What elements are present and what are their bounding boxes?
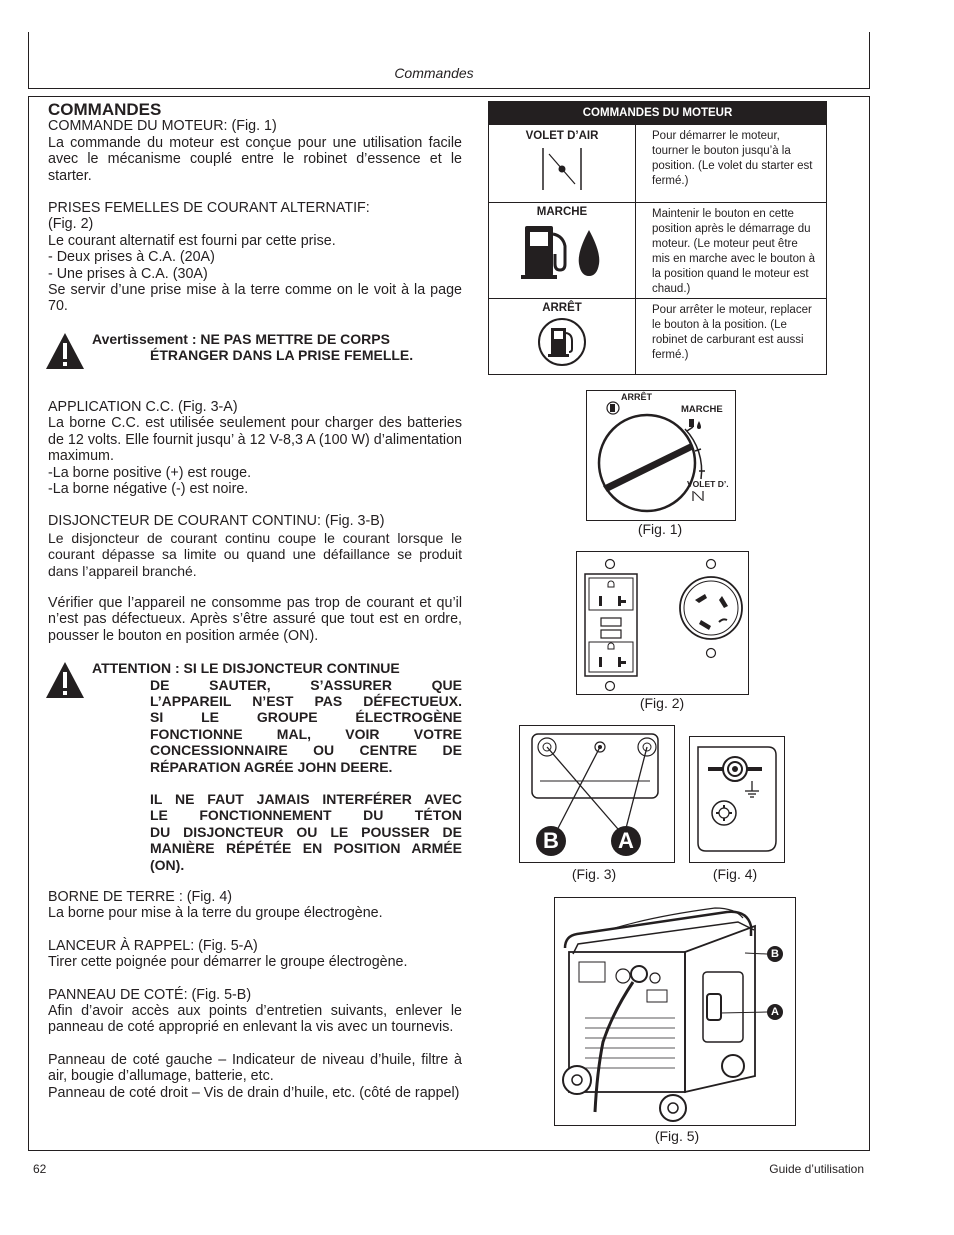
dc-application-title: APPLICATION C.C. (Fig. 3-A) — [48, 398, 238, 415]
fig1-dial-panel — [586, 390, 736, 521]
warn2-line: CONCESSIONNAIRE OU CENTRE DE — [150, 742, 462, 759]
ground-body: La borne pour mise à la terre du groupe électrogène. — [48, 905, 383, 922]
engine-control-body: La commande du moteur est conçue pour une utilisation facile avec le mécanisme couplé entre le robinet d’essence et le starter. — [48, 134, 462, 184]
ground-terminal-illustration — [690, 737, 784, 862]
row-desc-stop: Pour arrêter le moteur, replacer le bouton à la position. (Le robinet de carburant est aussi fermé.) — [636, 299, 827, 375]
page-heading: COMMANDES — [48, 100, 162, 119]
row-desc-run: Maintenir le bouton en cette position après le démarrage du moteur. (Le moteur peut être mis en marche avec le bouton à la position quand le moteur est chaud.) — [636, 203, 827, 299]
row-label-choke: VOLET D’AIR — [525, 130, 599, 142]
fig2-outlets-panel — [576, 551, 749, 695]
engine-controls-table — [488, 101, 827, 375]
warn2-line: SI LE GROUPE ÉLECTROGÈNE — [150, 709, 462, 726]
warning-breaker: ATTENTION : SI LE DISJONCTEUR CONTINUE DE SAUTER, S’ASSURER QUE L’APPAREIL N’EST PAS DÉFECTUEUX. SI LE GROUPE ÉLECTROGÈNE FONCTIONNE MAL, VOIR VOTRE CONCESSIONNAIRE OU CENTRE DE RÉPARATION AGRÉE JOHN DEERE. IL NE FAUT JAMAIS INTERFÉRER AVEC LE FONCTIONNEMENT DU TÉTON DU DISJONCTEUR OU LE POUSSER DE MANIÈRE RÉPÉTÉE EN POSITION ARMÉE (ON). — [48, 660, 462, 873]
warn2-line: FONCTIONNE MAL, VOIR VOTRE — [150, 725, 462, 742]
table-row — [489, 203, 827, 299]
fig5-generator-panel — [554, 897, 796, 1126]
warn3-line: IL NE FAUT JAMAIS INTERFÉRER AVEC — [150, 791, 462, 807]
fig5-caption: (Fig. 5) — [654, 1128, 700, 1144]
fig4-caption: (Fig. 4) — [712, 866, 758, 882]
fig1-label-run: MARCHE — [681, 404, 723, 415]
ac-outlets-line: Se servir d’une prise mise à la terre comme on le voit à la page 70. — [48, 282, 462, 315]
warn2-line: DE SAUTER, S’ASSURER QUE — [150, 676, 462, 693]
ac-outlets-fig: (Fig. 2) — [48, 216, 94, 233]
recoil-title: LANCEUR À RAPPEL: (Fig. 5-A) — [48, 937, 258, 954]
fig1-label-choke: VOLET D’. — [687, 479, 729, 489]
recoil-body: Tirer cette poignée pour démarrer le groupe électrogène. — [48, 954, 408, 971]
dc-check-body: Vérifier que l’appareil ne consomme pas trop de courant et qu’il n’est pas défectueux. Après s’être assuré que tout est en ordre, pousser le bouton en position armée (ON). — [48, 594, 462, 644]
page-number: 62 — [33, 1162, 47, 1176]
warn3-line: LE FONCTIONNEMENT DU TÉTON — [150, 807, 462, 824]
dc-breaker-title: DISJONCTEUR DE COURANT CONTINU: (Fig. 3-B) — [48, 513, 385, 530]
side-panel-body: Afin d’avoir accès aux points d’entretien suivants, enlever le panneau de coté approprié en enlevant la vis avec un tournevis. — [48, 1003, 462, 1036]
warn2-line: RÉPARATION AGRÉE JOHN DEERE. — [150, 758, 393, 775]
warn3-line: MANIÈRE RÉPÉTÉE EN POSITION ARMÉE — [150, 840, 462, 857]
fig2-caption: (Fig. 2) — [639, 695, 685, 711]
ac-outlets-line: Le courant alternatif est fourni par cette prise. — [48, 232, 336, 249]
left-panel-body: Panneau de coté gauche – Indicateur de niveau d’huile, filtre à air, bougie d’allumage, batterie, etc. — [48, 1051, 462, 1085]
engine-control-title: COMMANDE DU MOTEUR: (Fig. 1) — [48, 118, 277, 135]
dc-negative: -La borne négative (-) est noire. — [48, 480, 249, 497]
table-row — [489, 299, 827, 375]
dc-positive: -La borne positive (+) est rouge. — [48, 464, 252, 481]
right-panel-body: Panneau de coté droit – Vis de drain d’huile, etc. (côté de rappel) — [48, 1084, 460, 1101]
section-header: Commandes — [394, 65, 474, 81]
warning-icon — [44, 660, 86, 700]
callout-a: A — [611, 826, 641, 856]
ac-outlets-line: - Deux prises à C.A. (20A) — [48, 249, 215, 266]
row-label-run: MARCHE — [536, 206, 588, 218]
warn2-line: L’APPAREIL N’EST PAS DÉFECTUEUX. — [150, 692, 462, 709]
choke-icon — [537, 146, 587, 194]
fuel-off-icon — [536, 316, 588, 368]
fig1-caption: (Fig. 1) — [637, 521, 683, 537]
fig3-dc-panel — [519, 725, 675, 863]
callout-b: B — [536, 826, 566, 856]
generator-illustration — [555, 898, 795, 1125]
warning-icon — [44, 331, 86, 371]
dc-breaker-body: Le disjoncteur de courant continu coupe le courant lorsque le courant dépasse sa limite ou quand une défaillance se produit dans l’appareil branché. — [48, 529, 462, 579]
ac-outlets-title: PRISES FEMELLES DE COURANT ALTERNATIF: — [48, 200, 370, 217]
ac-outlets-line: - Une prises à C.A. (30A) — [48, 265, 208, 282]
dc-application-body: La borne C.C. est utilisée seulement pour charger des batteries de 12 volts. Elle fournit jusqu’ à 12 V-8,3 A (100 W) d’alimentation maximum. — [48, 415, 462, 465]
fig1-label-stop: ARRÊT — [621, 392, 652, 402]
fuel-pump-drop-icon — [517, 220, 607, 282]
side-panel-title: PANNEAU DE COTÉ: (Fig. 5-B) — [48, 986, 252, 1003]
warning-foreign-object: Avertissement : NE PAS METTRE DE CORPS ÉTRANGER DANS LA PRISE FEMELLE. — [48, 331, 462, 367]
table-row — [489, 125, 827, 203]
outlets-illustration — [577, 552, 748, 694]
table-title: COMMANDES DU MOTEUR — [489, 102, 827, 125]
row-label-stop: ARRÊT — [542, 302, 582, 314]
guide-title: Guide d’utilisation — [769, 1162, 864, 1176]
fig4-ground-panel — [689, 736, 785, 863]
ground-title: BORNE DE TERRE : (Fig. 4) — [48, 889, 233, 906]
warn3-line: (ON). — [150, 856, 185, 873]
warn3-line: DU DISJONCTEUR OU LE POUSSER DE — [150, 823, 462, 840]
left-column — [48, 102, 462, 1101]
fig3-caption: (Fig. 3) — [571, 866, 617, 882]
callout-a: A — [767, 1004, 783, 1020]
row-desc-choke: Pour démarrer le moteur, tourner le bouton jusqu’à la position. (Le volet du starter est fermé.) — [636, 125, 827, 203]
callout-b: B — [767, 946, 783, 962]
